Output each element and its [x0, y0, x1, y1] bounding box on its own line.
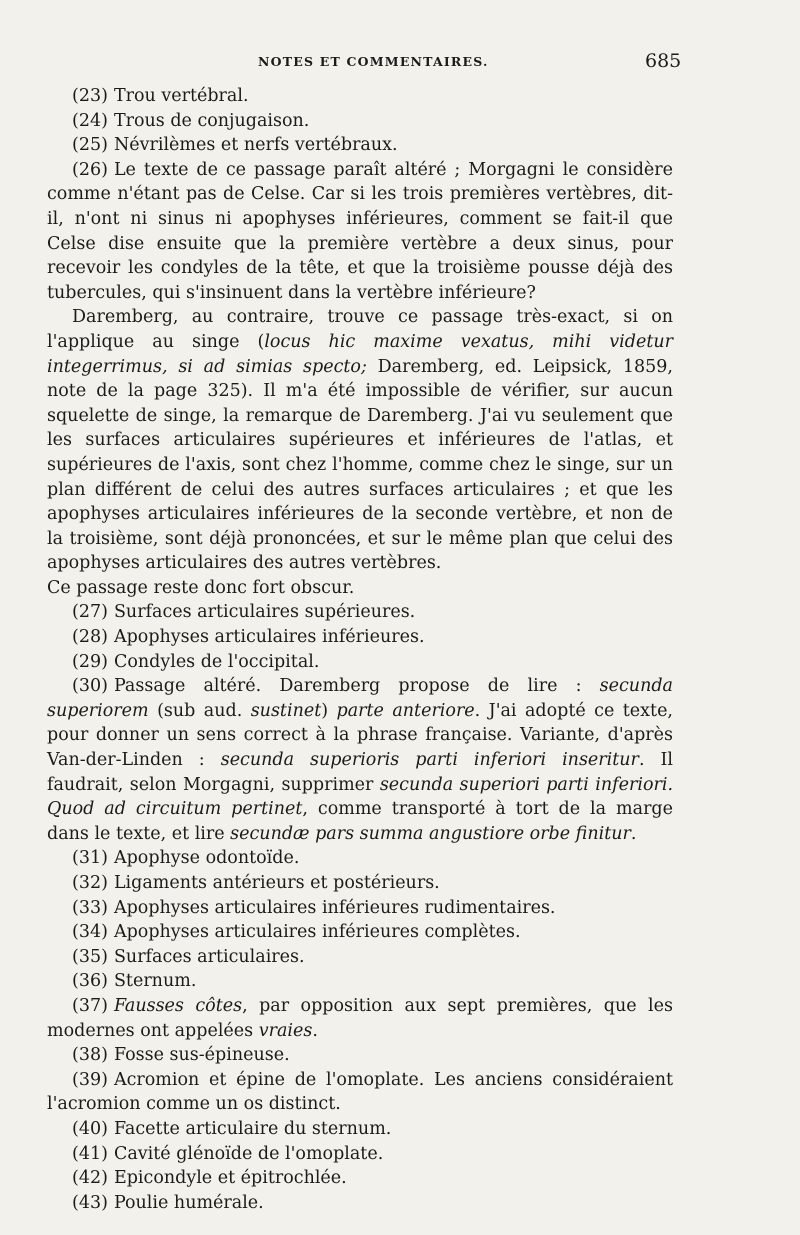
note-24: [47, 109, 673, 134]
note-40: [47, 1117, 673, 1142]
latin-term: secunda superiori parti inferiori. Quod ad circuitum pertinet: [47, 774, 674, 820]
note-text: Surfaces articulaires.: [113, 946, 305, 967]
note-28: [47, 625, 673, 650]
note-37: [47, 994, 673, 1043]
term: Fausses côtes: [113, 995, 243, 1016]
note-text: Passage altéré. Daremberg propose de lire :: [113, 676, 600, 697]
latin-term: parte anteriore: [336, 700, 475, 721]
latin-term: secunda superioris parti inferiori inseritur: [220, 750, 639, 771]
note-30: [47, 674, 673, 846]
note-text: Fosse sus-épineuse.: [113, 1045, 290, 1066]
note-text: Apophyses articulaires inférieures complètes.: [113, 922, 521, 943]
note-31: [47, 846, 673, 871]
note-38: [47, 1043, 673, 1068]
latin-term: secunda superiorem: [47, 676, 673, 721]
notes-body: [47, 84, 673, 1215]
note-text: ): [321, 700, 337, 721]
conclusion-line: [47, 576, 673, 601]
page-number: 685: [645, 50, 682, 72]
note-33: [47, 896, 673, 921]
term: vraies: [258, 1020, 313, 1041]
note-text: , par opposition aux sept premières, que les modernes ont appelées: [47, 995, 673, 1041]
note-29: [47, 650, 673, 675]
note-34: [47, 920, 673, 945]
daremberg-paragraph: [47, 305, 673, 576]
note-number: (32): [72, 873, 108, 893]
note-number: (34): [72, 922, 108, 943]
note-text: Acromion et épine de l'omoplate. Les anciens considéraient l'acromion comme un os distinct.: [47, 1069, 673, 1115]
note-39: [47, 1068, 673, 1117]
note-number: (24): [72, 110, 108, 131]
note-number: (23): [72, 86, 108, 106]
note-text: Trou vertébral.: [113, 86, 249, 106]
note-text: Apophyse odontoïde.: [113, 848, 300, 869]
latin-term: secundæ pars summa angustiore orbe finitur: [230, 823, 631, 844]
paragraph-text: Daremberg, au contraire, trouve ce passage très-exact, si on l'applique au singe (: [47, 307, 673, 352]
note-number: (26): [72, 159, 108, 180]
note-42: [47, 1166, 673, 1191]
note-text: . Il faudrait, selon Morgagni, supprimer: [47, 750, 674, 795]
note-number: (30): [72, 676, 108, 697]
note-number: (42): [72, 1168, 108, 1189]
note-text: Ligaments antérieurs et postérieurs.: [113, 873, 440, 893]
note-text: Condyles de l'occipital.: [113, 651, 320, 672]
note-text: Sternum.: [113, 971, 197, 992]
note-number: (33): [72, 897, 108, 918]
note-text: Névrilèmes et nerfs vertébraux.: [113, 135, 398, 156]
note-number: (43): [72, 1192, 108, 1213]
note-35: [47, 945, 673, 970]
note-text: .: [630, 823, 637, 844]
note-text: Trous de conjugaison.: [113, 110, 310, 131]
note-text: Apophyses articulaires inférieures rudimentaires.: [113, 897, 556, 918]
note-number: (35): [72, 946, 108, 967]
note-text: . J'ai adopté ce texte, pour donner un sens correct à la phrase française. Variante, d'après Van-der-Linden :: [47, 700, 673, 771]
note-number: (25): [72, 135, 108, 156]
paragraph-text: Daremberg, ed. Leipsick, 1859, note de la page 325). Il m'a été impossible de vérifier, sur aucun squelette de singe, la remarque de Daremberg. J'ai vu seulement que les surfaces articulaires supérieures et inférieures de l'atlas, et supérieures de l'axis, sont chez l'homme, comme chez le singe, sur un plan différent de celui des autres surfaces articulaires ; et que les apophyses articulaires inférieures de la seconde vertèbre, et non de la troisième, sont déjà prononcées, et sur le même plan que celui des apophyses articulaires des autres vertèbres.: [47, 356, 673, 574]
note-43: [47, 1191, 673, 1216]
note-text: Le texte de ce passage paraît altéré ; Morgagni le considère comme n'étant pas de Celse. Car si les trois premières vertèbres, dit-il, n'ont ni sinus ni apophyses inférieures, comment se fait-il que Celse dise ensuite que la première vertèbre a deux sinus, pour recevoir les condyles de la tête, et que la troisième pousse déjà des tubercules, qui s'insinuent dans la vertèbre inférieure?: [47, 159, 673, 303]
note-23: [47, 84, 673, 109]
note-number: (31): [72, 848, 108, 869]
latin-term: sustinet: [250, 700, 322, 721]
page-header: [0, 52, 800, 78]
note-text: Facette articulaire du sternum.: [113, 1118, 392, 1139]
note-26: [47, 158, 673, 306]
note-number: (29): [72, 651, 108, 672]
note-number: (38): [72, 1045, 108, 1066]
note-number: (41): [72, 1143, 108, 1164]
note-36: [47, 969, 673, 994]
note-number: (37): [72, 995, 108, 1016]
latin-quote: locus hic maxime vexatus, mihi videtur integerrimus, si ad simias specto;: [47, 331, 673, 377]
note-32: [47, 871, 673, 896]
note-number: (28): [72, 627, 108, 648]
note-text: (sub aud.: [148, 700, 251, 721]
paragraph-text: Ce passage reste donc fort obscur.: [47, 577, 355, 598]
note-text: Epicondyle et épitrochlée.: [113, 1168, 347, 1189]
note-text: Cavité glénoïde de l'omoplate.: [113, 1143, 384, 1164]
note-text: .: [312, 1020, 318, 1041]
note-41: [47, 1142, 673, 1167]
note-text: Poulie humérale.: [113, 1192, 264, 1213]
note-text: , comme transporté à tort de la marge dans le texte, et lire: [47, 799, 673, 844]
note-text: Apophyses articulaires inférieures.: [113, 627, 425, 648]
note-number: (36): [72, 971, 108, 992]
note-number: (27): [72, 602, 108, 623]
note-number: (39): [72, 1069, 108, 1090]
running-title: NOTES ET COMMENTAIRES.: [258, 54, 489, 69]
note-25: [47, 133, 673, 158]
note-text: Surfaces articulaires supérieures.: [113, 602, 416, 623]
note-27: [47, 600, 673, 625]
note-number: (40): [72, 1118, 108, 1139]
